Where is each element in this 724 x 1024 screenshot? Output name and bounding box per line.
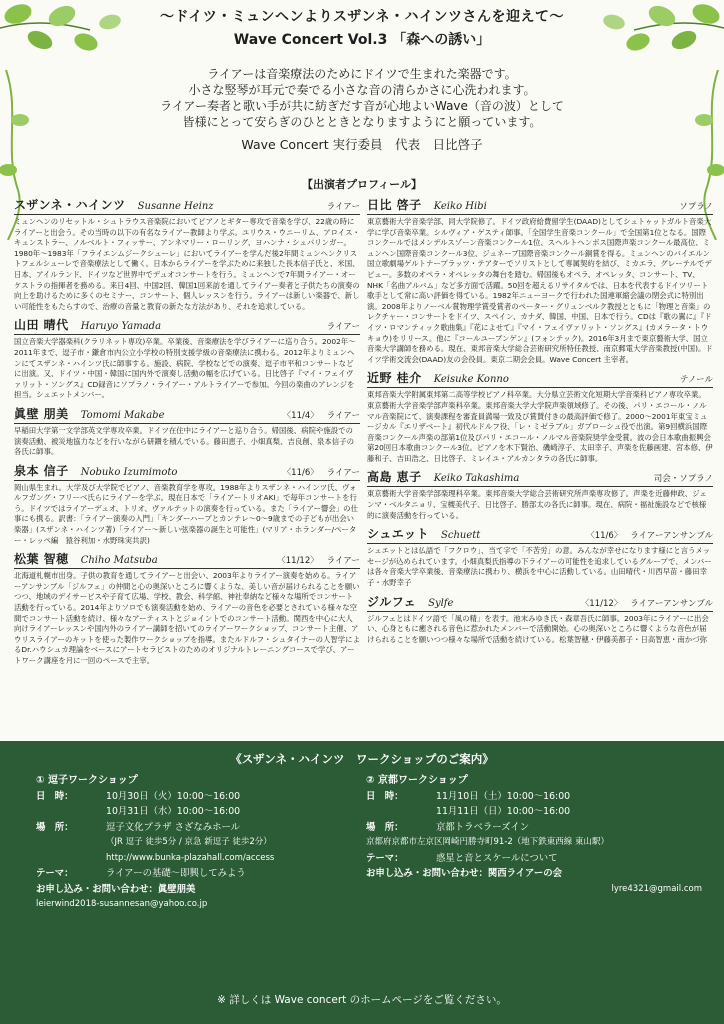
workshop-address: 京都府京都市左京区岡崎円勝寺町91-2（地下鉄東西線 東山駅） — [366, 837, 609, 847]
performer-column-right — [367, 196, 713, 649]
workshop-theme: 惑星と音とスケールについて — [436, 852, 558, 864]
workshop-zushi — [36, 773, 356, 913]
performer-name: シュエット — [367, 527, 430, 542]
contact-label: お申し込み・お問い合わせ： — [366, 868, 488, 879]
contact-email[interactable]: leierwind2018-susannesan@yahoo.co.jp — [36, 899, 208, 909]
performer-profile — [367, 196, 713, 365]
workshop-url[interactable]: http://www.bunka-plazahall.com/access — [106, 852, 275, 863]
performer-romaji: Keiko Takashima — [433, 473, 520, 485]
performer-profile — [367, 369, 713, 464]
theme-label: テーマ： — [36, 868, 74, 879]
performer-role: ライアー — [326, 322, 360, 333]
performer-bio: 国立音楽大学器楽科(クラリネット専攻)卒業。卒業後、音楽療法を学びライアーに巡り合う。2002年～2011年まで、逗子市・鎌倉市内公立小学校の特別支援学級の音楽療法に携わる。2012年よりミュンヘンにてスザンネ・ハインツ氏に師事する。施設、病院、学校などでの演奏、逗子市平和コンサートなどに出演。又、ドイツ・中国・韓国に国内外で演奏し活動の幅を広げている。日比啓子『マイ・フェイヴァリット・ソングス』CD録音にソプラノ・ライアー・アルトライアーで参加。今回の楽曲のアレンジを担当。シュエットメンバー。 — [14, 337, 356, 400]
performer-profile — [367, 593, 713, 646]
header — [0, 6, 724, 49]
performer-name: 日比 啓子 — [367, 198, 422, 212]
performer-bio: ミュンヘンのリセットル・シュトラウス音楽院においてピアノとギター専攻で音楽を学び、22歳の時にライアーと出会う。その当時の以下の有名なライアー教師より学ぶ。ユリウス・ウニーリム、アロイス・キュンストラー、ノルベルト・フィッサー、アンネマリー・ローリング、ヨハンナ・シュパリンガー。1980年～1983年「フライエンムジークシューレ」においてライアーを学んだ後2年間ミュンヘンクリストフェルシューレで音楽療法として働く。日本からライアーを学ぶために来独した長本信子氏と、米国、日本、アイルランド、ドイツなど世界中でデュオコンサートを行う。ミュンヘンで7年間ライアー・オーケストラの指揮者を務める。来日4回、中国2回、韓国1回来訪を通してライアー奏者と子供たちの演奏の向上を助けるために多くのセミナー、コンサート、個人レッスンを行う。ライアーは新しい楽器で、新しい可能性をもたらすので、治療の音量と教育の新たな方法があり、それを追求している。 — [14, 217, 360, 311]
performer-role: ライアー — [326, 467, 360, 478]
workshop-kyoto — [366, 773, 716, 897]
performer-role: ライアー — [326, 556, 360, 567]
event-subtitle: ～ドイツ・ミュンヘンよりスザンネ・ハインツさんを迎えて～ — [159, 9, 565, 25]
date-label: 日 時： — [36, 790, 74, 802]
performer-profile — [367, 468, 713, 521]
date-label: 日 時： — [366, 790, 404, 802]
performer-bio: 東京藝術大学音楽学部楽理科卒業。東邦音楽大学総合芸術研究所声楽専攻修了。声楽を近藤伸政、ジェンマ・ベルタニョリ、宝槻美代子、日比啓子、勝部太の各氏に師事。現在、病院・福祉施設などで核様的に演奏活動を行っている。 — [367, 489, 707, 520]
performer-date: 〈11/12〉 — [277, 556, 319, 567]
performer-name: 眞壁 朋美 — [14, 406, 69, 421]
performer-role: テノール — [680, 375, 713, 386]
footnote: ※ 詳しくは Wave concert のホームページをご覧ください。 — [217, 994, 507, 1006]
performer-romaji: Keisuke Konno — [433, 374, 509, 386]
workshop-date: 11月11日（日）10:00～16:00 — [436, 806, 571, 817]
workshop-title: 《スザンネ・ハインツ ワークショップのご案内》 — [230, 752, 494, 766]
workshop-section — [0, 741, 724, 1024]
performer-name: スザンネ・ハインツ — [14, 198, 126, 212]
intro-line: ライアー奏者と歌い手が共に紡ぎだす音が心地よいWave（音の波）として — [160, 99, 564, 113]
performer-date: 〈11/12〉 — [580, 598, 623, 609]
performer-role: ライアー — [326, 410, 360, 421]
performer-romaji: Susanne Heinz — [137, 201, 214, 212]
performer-romaji: Tomomi Makabe — [80, 409, 165, 421]
performer-bio: 東邦音楽大学附属東邦第二高等学校ピアノ科卒業。大分県立芸術文化短期大学音楽科ピアノ専攻卒業。東京藝術大学音楽学部声楽科卒業。東邦音楽大学大学院声楽領域修了。その後、パリ・エコール・ノルマル音楽院にて、演奏課程を審査員満場一致及び賞賛付きの最高評価で修了。2000～2001年東宝ミュージカル『エリザベート』初代ルドルフ役、「レ・ミゼラブル」ガブローシュ役で出演。第9回横浜国際音楽コンクール声楽の部第1位及びパリ・エコール・ノルマル音楽院奨学金受賞。波の会日本歌曲振興会第20回日本歌曲コンクール3位。ピアノを木下賢治、磯崎淳子、太田幸子、声楽を佐藤画建、宮本修、伊藤和子、吉田浩之、日比啓子、ミレイユ・アルカンタラの各氏に師事。 — [367, 390, 713, 463]
workshop-place: 逗子文化プラザ さざなみホール — [106, 821, 241, 833]
performer-profile — [367, 525, 713, 588]
performer-romaji: Sylfe — [428, 597, 454, 609]
workshop-heading: ① 逗子ワークショップ — [36, 775, 138, 786]
performer-profile — [14, 462, 360, 547]
workshop-access: （JR 逗子 徒歩5分 / 京急 新逗子 徒歩2分） — [106, 837, 272, 847]
performer-name: 高島 恵子 — [367, 470, 422, 485]
performer-bio: 早稲田大学第一文学部英文学専攻卒業。ドイツ在住中にライアーと巡り合う。帰国後、病院や施設での演奏活動、被災地協力などを行いながら研鑽を積んでいる。藤田恵子、小畑真梨、吉良創、泉本信子の各氏に師事。 — [14, 425, 354, 457]
workshop-theme: ライアーの基礎～即興してみよう — [106, 868, 246, 879]
performer-column-left — [14, 196, 360, 671]
intro-text — [0, 66, 724, 130]
workshop-date: 11月10日（土）10:00～16:00 — [436, 790, 571, 802]
performer-bio: シュエットとは仏語で「フクロウ」、当て字で「不苦労」の意。みんなが幸せになります様にと言うメッセージが込められています。小畑真梨氏指導の下ライアーの可能性を追求しているグループで、メンバーは各々音楽大学卒業後、音楽療法に携わり、横浜を中心に活動している。山田晴代・川西早苗・藤田幸子・水野幸子 — [367, 546, 712, 588]
performer-romaji: Keiko Hibi — [433, 201, 487, 212]
theme-label: テーマ： — [366, 852, 404, 864]
performer-profile — [14, 405, 360, 458]
performer-date: 〈11/6〉 — [586, 531, 623, 542]
intro-line: 皆様にとって安らぎのひとときとなりますようにと願っています。 — [182, 115, 542, 129]
place-label: 場 所： — [366, 821, 404, 833]
workshop-heading: ② 京都ワークショップ — [366, 775, 468, 786]
performer-romaji: Schuett — [441, 530, 481, 542]
place-label: 場 所： — [36, 821, 74, 833]
intro-line: ライアーは音楽療法のためにドイツで生まれた楽器です。 — [207, 67, 517, 81]
contact-label: お申し込み・お問い合わせ： — [36, 883, 158, 895]
intro-line: 小さな竪琴が耳元で奏でる小さな音の清らかさに心洗われます。 — [188, 83, 536, 97]
performer-date: 〈11/4〉 — [282, 410, 319, 421]
workshop-place: 京都トラベラーズイン — [436, 821, 530, 833]
performer-name: 松葉 智穂 — [14, 552, 69, 567]
performer-romaji: Haruyo Yamada — [80, 321, 162, 333]
contact-name: 眞壁朋美 — [157, 883, 196, 895]
performer-romaji: Nobuko Izumimoto — [80, 466, 178, 478]
performer-role: ライアー — [326, 202, 360, 212]
performer-romaji: Chiho Matsuba — [80, 555, 158, 567]
performer-bio: 岡山県生まれ。大学及び大学院でピアノ、音楽教育学を専攻。1988年よりスザンネ・ハインツ氏、ヴォルフガング・フリーベ氏らにライアーを学ぶ。現在日本で「ライアートリオAKI」で毎年コンサートを行う。ドイツではライアーデュオ、トリオ、ヴァルテットの演奏を行っている。また「ライアー響会」の仕事にも携る。訳書：「ライアー演奏の入門」「キンダーハープとカンテレ～0～9歳までの子どもが出会い楽器」(スザンネ・ハインツ著)「ライアー～新しい弦楽器の誕生と可能性」(マリア・ホランダー/ペーター・レッペ編 猿谷利加・水野珠実共訳) — [14, 482, 358, 545]
workshop-date: 10月31日（水）10:00～16:00 — [106, 806, 241, 817]
performer-profile — [14, 196, 360, 312]
performer-name: 山田 晴代 — [14, 318, 69, 333]
contact-email[interactable]: lyre4321@gmail.com — [611, 883, 702, 894]
performer-bio: 東京藝術大学音楽学部、同大学院修了。ドイツ政府給費留学生(DAAD)としてシュトゥットガルト音楽大学に学び音楽卒業。シルヴィア・ゲスティ師事。「全国学生音楽コンクール」で全国第1位となる。国際コンクールではメンデルスゾーン音楽コンクール1位、スヘルトヘンボス国際声楽コンクール最高位、ミュンヘン国際音楽コンクール3位、ジュネーブ国際音楽コンクール銅賞を得る。ミュンヘンのバイエルン国立歌劇場ゲルトナープラッツ・テアターでソリストとして専属契約を結び、ミカエラ、グレーテルでデビュー。多数のオペラ・オペレッタの舞台を踏む。帰国後もオペラ、オペレッタ、コンサート、TV、NHK「名曲アルバム」など多方面で活躍。50回を超えるリサイタルでは、日本を代表するドイツリート歌手として常に高い評価を得ている。1982年ニューヨークで行われた国連軍縮会議の閉会式に特別出演。2008年よりノーベル賞物理学賞受賞者のペーター・グリュンベルク教授とともに「物理と音楽」のレクチャー・コンサートをドイツ、スペイン、カナダ、韓国、中国、日本で行う。CDは『歌の翼に』『ドイツ・ロマンティック歌曲集』『花によせて』『マイ・フェイヴァリット・ソングス』(カメラータ・トウキョウ)をリリース。他に『コールユーブンゲン』(フォンテック)。2016年3月まで東京藝術大学、国立音楽大学講師を務める。現在、東邦音楽大学総合芸術研究所特任教授、南京郵電大学音楽教授(中国)。ドイツ学術交流会(DAAD)友の会役員。東京二期会会員。Wave Concert 主宰者。 — [367, 217, 713, 364]
performer-bio: ジルフェとはドイツ語で「風の精」を表す。池末みゆき氏・森章吾氏に師事。2003年にライアーに出会い、心身ともに癒される音色に惹かれたメンバーで活動開始。心の奥深いところに響くような音色が届けられることを願いつつ様々な場所で活動を続けている。松葉智穂・伊藤美都子・日高智恵・南かづ弥 — [367, 613, 709, 644]
performer-bio: 北海道札幌市出身。子供の教育を通してライアーと出会い、2003年よりライアー演奏を始める。ライアーアンサンブル「ジルフェ」の仲間と心の奥深いところに響くような、美しい音が届けられることを願いつつ、地域のデイサービスや子育て広場、学校、教会、科学館、神社奉納など様々な場所でコンサート活動を行っている。2014年よりソロでも演奏活動を始め、ライアーの音色を必要とされている様々な空間でコンサート活動を続け、様々なアーティストとジョイントでのコンサート活動。関西を中心に大人向けライアーレッスンや国内外のライアー講師を招いてのライアーワークショップ、コンサート主催、アウリスライアーのキットを使った製作ワークショップを指導。またルドルフ・シュタイナーの人智学によるDr.ハウシュカ理論をベースにアートセラピストのためのオリジナルトレーニングコースで学び、アートワーク講座を月に一回のペースで主宰。 — [14, 571, 360, 665]
performer-name: 近野 桂介 — [367, 371, 422, 386]
performer-profile — [14, 550, 360, 666]
performer-name: ジルフェ — [367, 594, 417, 609]
profile-heading: 【出演者プロフィール】 — [302, 178, 422, 191]
performer-name: 泉本 信子 — [14, 463, 69, 478]
performer-profile — [14, 316, 360, 401]
performer-date: 〈11/6〉 — [282, 467, 319, 478]
performer-role: ライアーアンサンブル — [630, 531, 713, 542]
event-title: Wave Concert Vol.3 「森への誘い」 — [233, 32, 491, 48]
contact-name: 関西ライアーの会 — [487, 868, 563, 879]
committee-signature: Wave Concert 実行委員 代表 日比啓子 — [241, 137, 483, 152]
workshop-date: 10月30日（火）10:00～16:00 — [106, 790, 241, 802]
performer-role: ソプラノ — [679, 202, 713, 212]
performer-role: ライアーアンサンブル — [630, 598, 713, 609]
performer-role: 司会・ソプラノ — [653, 474, 713, 485]
